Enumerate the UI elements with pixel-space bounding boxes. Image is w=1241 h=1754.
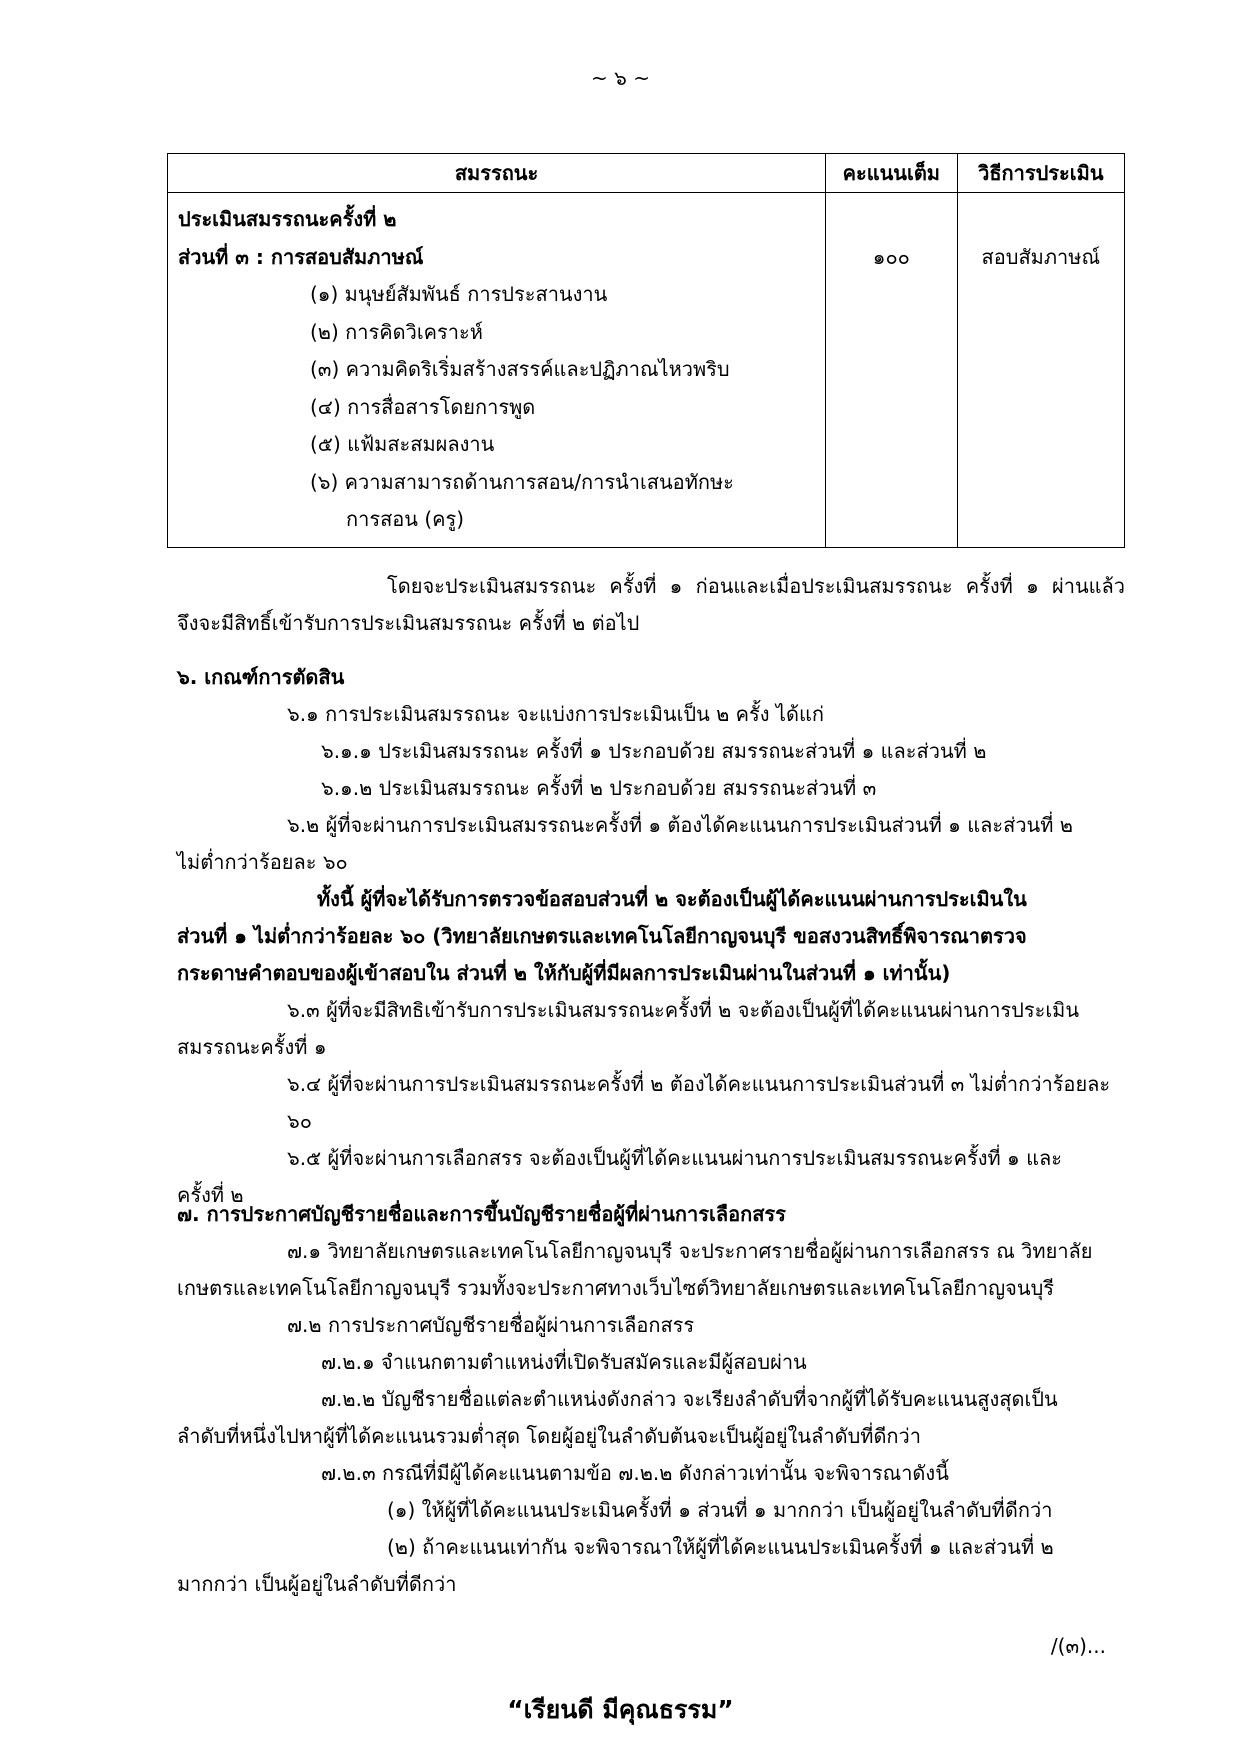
clause-7-2-1: ๗.๒.๑ จำแนกตามตำแหน่งที่เปิดรับสมัครและมีผู้สอบผ่าน — [321, 1350, 807, 1374]
clause-6-3: ๖.๓ ผู้ที่จะมีสิทธิเข้ารับการประเมินสมรรถนะครั้งที่ ๒ จะต้องเป็นผู้ที่ได้คะแนนผ่านการประเมิน — [287, 998, 1080, 1022]
clause-6-1-1: ๖.๑.๑ ประเมินสมรรถนะ ครั้งที่ ๑ ประกอบด้วย สมรรถนะส่วนที่ ๑ และส่วนที่ ๒ — [321, 739, 987, 763]
clause-7-1-cont: เกษตรและเทคโนโลยีกาญจนบุรี รวมทั้งจะประกาศทางเว็บไซต์วิทยาลัยเกษตรและเทคโนโลยีกาญจนบุรี — [177, 1276, 1055, 1300]
bold-note-line: ทั้งนี้ ผู้ที่จะได้รับการตรวจข้อสอบส่วนที่ ๒ จะต้องเป็นผู้ได้คะแนนผ่านการประเมินใน — [317, 887, 1027, 911]
section-6 — [177, 659, 1125, 1214]
rule-2-cont: มากกว่า เป็นผู้อยู่ในลำดับที่ดีกว่า — [177, 1572, 457, 1596]
method-cell — [957, 193, 1124, 548]
clause-7-2: ๗.๒ การประกาศบัญชีรายชื่อผู้ผ่านการเลือกสรร — [287, 1313, 695, 1337]
list-item: (๕) แฟ้มสะสมผลงาน — [310, 432, 495, 456]
list-item: (๑) มนุษย์สัมพันธ์ การประสานงาน — [310, 282, 608, 306]
competency-cell — [168, 193, 826, 548]
intro-paragraph — [177, 568, 1125, 642]
rule-2: (๒) ถ้าคะแนนเท่ากัน จะพิจารณาให้ผู้ที่ได้คะแนนประเมินครั้งที่ ๑ และส่วนที่ ๒ — [387, 1535, 1054, 1559]
table-row — [168, 193, 1125, 548]
part3-heading: ส่วนที่ ๓ : การสอบสัมภาษณ์ — [178, 244, 424, 269]
clause-6-5: ๖.๕ ผู้ที่จะผ่านการเลือกสรร จะต้องเป็นผู้ที่ได้คะแนนผ่านการประเมินสมรรถนะครั้งที่ ๑ และ — [287, 1146, 1062, 1170]
header-method: วิธีการประเมิน — [957, 154, 1124, 193]
section-7-title: ๗. การประกาศบัญชีรายชื่อและการขึ้นบัญชีรายชื่อผู้ที่ผ่านการเลือกสรร — [177, 1202, 786, 1226]
intro-line: โดยจะประเมินสมรรถนะ ครั้งที่ ๑ ก่อนและเมื่อประเมินสมรรถนะ ครั้งที่ ๑ ผ่านแล้ว — [387, 574, 1125, 598]
header-competency: สมรรถนะ — [168, 154, 826, 193]
table-header-row — [168, 154, 1125, 193]
full-score-value: ๑๐๐ — [872, 245, 910, 269]
section-6-title: ๖. เกณฑ์การตัดสิน — [177, 665, 345, 689]
clause-6-1-2: ๖.๑.๒ ประเมินสมรรถนะ ครั้งที่ ๒ ประกอบด้วย สมรรถนะส่วนที่ ๓ — [321, 776, 877, 800]
list-item: (๓) ความคิดริเริ่มสร้างสรรค์และปฏิภาณไหวพริบ — [310, 357, 730, 381]
clause-7-2-2-cont: ลำดับที่หนึ่งไปหาผู้ที่ได้คะแนนรวมต่ำสุด โดยผู้อยู่ในลำดับต้นจะเป็นผู้อยู่ในลำดับที่ดีกว่า — [177, 1424, 922, 1448]
page-number: ~ ๖ ~ — [591, 66, 650, 90]
list-item-continuation: การสอน (ครู) — [346, 507, 465, 531]
list-item: (๖) ความสามารถด้านการสอน/การนำเสนอทักษะ — [310, 469, 734, 494]
clause-7-2-3: ๗.๒.๓ กรณีที่มีผู้ได้คะแนนตามข้อ ๗.๒.๒ ดังกล่าวเท่านั้น จะพิจารณาดังนี้ — [321, 1461, 949, 1485]
bold-note-line: กระดาษคำตอบของผู้เข้าสอบใน ส่วนที่ ๒ ให้กับผู้ที่มีผลการประเมินผ่านในส่วนที่ ๑ เท่านั้น) — [177, 961, 951, 985]
assessment-round-heading: ประเมินสมรรถนะครั้งที่ ๒ — [178, 207, 397, 231]
header-full-score: คะแนนเต็ม — [826, 154, 958, 193]
score-cell — [826, 193, 958, 548]
section-7 — [177, 1196, 1125, 1603]
clause-6-1: ๖.๑ การประเมินสมรรถนะ จะแบ่งการประเมินเป็น ๒ ครั้ง ได้แก่ — [287, 702, 824, 726]
intro-line: จึงจะมีสิทธิ์เข้ารับการประเมินสมรรถนะ ครั้งที่ ๒ ต่อไป — [177, 611, 640, 635]
clause-6-4: ๖.๔ ผู้ที่จะผ่านการประเมินสมรรถนะครั้งที่ ๒ ต้องได้คะแนนการประเมินส่วนที่ ๓ ไม่ต่ำกว่าร้อยละ ๖๐ — [287, 1072, 1111, 1133]
clause-7-1: ๗.๑ วิทยาลัยเกษตรและเทคโนโลยีกาญจนบุรี จะประกาศรายชื่อผู้ผ่านการเลือกสรร ณ วิทยาลัย — [287, 1239, 1093, 1263]
list-item: (๒) การคิดวิเคราะห์ — [310, 319, 483, 344]
method-value: สอบสัมภาษณ์ — [981, 245, 1101, 269]
clause-6-3-cont: สมรรถนะครั้งที่ ๑ — [177, 1035, 327, 1059]
clause-6-2-cont: ไม่ต่ำกว่าร้อยละ ๖๐ — [177, 850, 348, 874]
competency-table — [167, 153, 1125, 548]
continuation-marker: /(๓)... — [1050, 1634, 1106, 1658]
clause-6-2: ๖.๒ ผู้ที่จะผ่านการประเมินสมรรถนะครั้งที่ ๑ ต้องได้คะแนนการประเมินส่วนที่ ๑ และส่วนที่ ๒ — [287, 813, 1073, 837]
bold-note-line: ส่วนที่ ๑ ไม่ต่ำกว่าร้อยละ ๖๐ (วิทยาลัยเกษตรและเทคโนโลยีกาญจนบุรี ขอสงวนสิทธิ์พิจารณาตรวจ — [177, 924, 1027, 948]
list-item: (๔) การสื่อสารโดยการพูด — [310, 394, 536, 419]
footer-motto: “เรียนดี มีคุณธรรม” — [507, 1695, 734, 1724]
clause-6-5-cont: ครั้งที่ ๒ — [177, 1183, 244, 1207]
rule-1: (๑) ให้ผู้ที่ได้คะแนนประเมินครั้งที่ ๑ ส่วนที่ ๑ มากกว่า เป็นผู้อยู่ในลำดับที่ดีกว่า — [387, 1498, 1053, 1522]
clause-7-2-2: ๗.๒.๒ บัญชีรายชื่อแต่ละตำแหน่งดังกล่าว จะเรียงลำดับที่จากผู้ที่ได้รับคะแนนสูงสุดเป็น — [321, 1387, 1058, 1411]
